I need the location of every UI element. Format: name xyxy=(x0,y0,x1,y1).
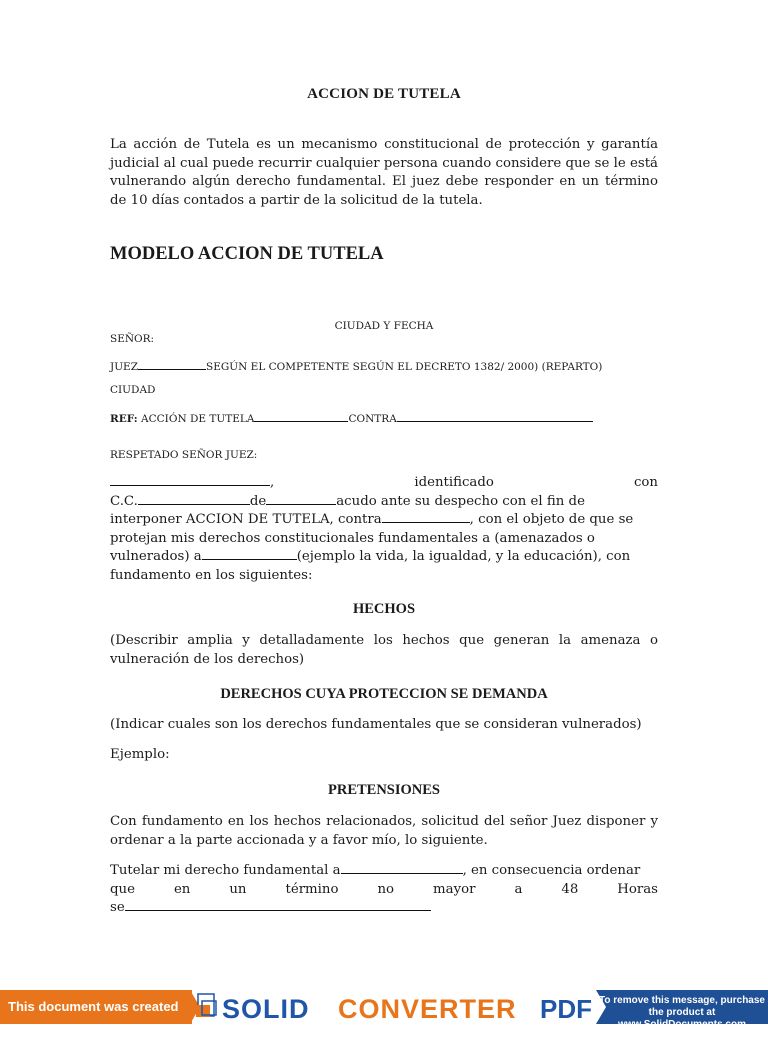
ref-blank xyxy=(254,410,348,422)
pretensiones-text: Con fundamento en los hechos relacionados, solicitud del señor Juez disponer y ordenar a la parte accionada y a favor mío, lo siguiente. xyxy=(110,814,658,848)
body-line-3: interponer ACCION DE TUTELA, contra , con el objeto de que se xyxy=(110,512,634,527)
derecho-blank xyxy=(202,548,297,560)
ref-line xyxy=(110,410,670,425)
body-paragraph xyxy=(110,474,658,585)
ref-contra: CONTRA xyxy=(348,413,397,425)
document-title: ACCION DE TUTELA xyxy=(307,86,461,102)
body-line-4: protejan mis derechos constitucionales fundamentales a (amenazados o xyxy=(110,530,595,546)
juez-rest: SEGÚN EL COMPETENTE SEGÚN EL DECRETO 1382/ 2000) (REPARTO) xyxy=(206,361,603,373)
ciudad-label: CIUDAD xyxy=(110,384,156,396)
juez-blank xyxy=(138,358,206,370)
saludo: RESPETADO SEÑOR JUEZ: xyxy=(110,449,258,461)
contra-blank-2 xyxy=(382,511,470,523)
body-line-5: vulnerados) a (ejemplo la vida, la igualdad, y la educación), con xyxy=(110,549,631,564)
contra-blank xyxy=(397,410,593,422)
tutelar-line-3: se xyxy=(110,899,658,918)
hechos-text: (Describir amplia y detalladamente los hechos que generan la amenaza o vulneración de los derechos) xyxy=(110,633,658,667)
hechos-heading: HECHOS xyxy=(352,601,416,617)
banner-purchase-link[interactable]: To remove this message, purchase the product at www.SolidDocuments.com xyxy=(596,990,768,1024)
cc-blank xyxy=(138,493,250,505)
tutelar-line-2: que en un término no mayor a 48 Horas xyxy=(110,881,658,897)
tutelar-paragraph xyxy=(110,862,658,918)
banner-right-arrow-icon xyxy=(596,990,606,1024)
ref-label: REF: xyxy=(110,413,138,425)
derechos-text: (Indicar cuales son los derechos fundamentales que se consideran vulnerados) xyxy=(110,717,642,732)
logo-pdf: PDF xyxy=(540,994,592,1024)
senor-label: SEÑOR: xyxy=(110,333,155,345)
ciudad-fecha: CIUDAD Y FECHA xyxy=(334,320,434,332)
pretensiones-heading: PRETENSIONES xyxy=(327,782,440,798)
ref-text: ACCIÓN DE TUTELA xyxy=(141,413,255,425)
juez-label: JUEZ xyxy=(110,361,139,373)
de-blank xyxy=(266,493,336,505)
body-line-6: fundamento en los siguientes: xyxy=(110,567,313,583)
banner-created-text: This document was created using xyxy=(0,990,192,1024)
name-blank xyxy=(110,474,270,486)
derechos-heading: DERECHOS CUYA PROTECCION SE DEMANDA xyxy=(220,686,548,702)
tutelar-blank xyxy=(341,862,463,874)
se-blank xyxy=(125,899,431,911)
body-line-2: C.C. de acudo ante su despecho con el fin de xyxy=(110,493,585,509)
modelo-heading: MODELO ACCION DE TUTELA xyxy=(110,244,384,264)
logo-converter: CONVERTER xyxy=(338,994,517,1024)
logo-solid: SOLID xyxy=(222,994,310,1024)
ejemplo-label: Ejemplo: xyxy=(110,747,170,762)
intro-paragraph: La acción de Tutela es un mecanismo constitucional de protección y garantía judicial al cual puede recurrir cualquier persona cuando considere que se le está vulnerando algún derecho fundamental. El juez debe responder en un término de 10 días contados a partir de la solicitud de la tutela. xyxy=(110,137,658,208)
body-line-1: , identificado con xyxy=(110,474,658,493)
pdf-logo-icon xyxy=(196,993,218,1021)
juez-line xyxy=(110,358,670,373)
tutelar-line-1: Tutelar mi derecho fundamental a , en consecuencia ordenar xyxy=(110,863,641,878)
